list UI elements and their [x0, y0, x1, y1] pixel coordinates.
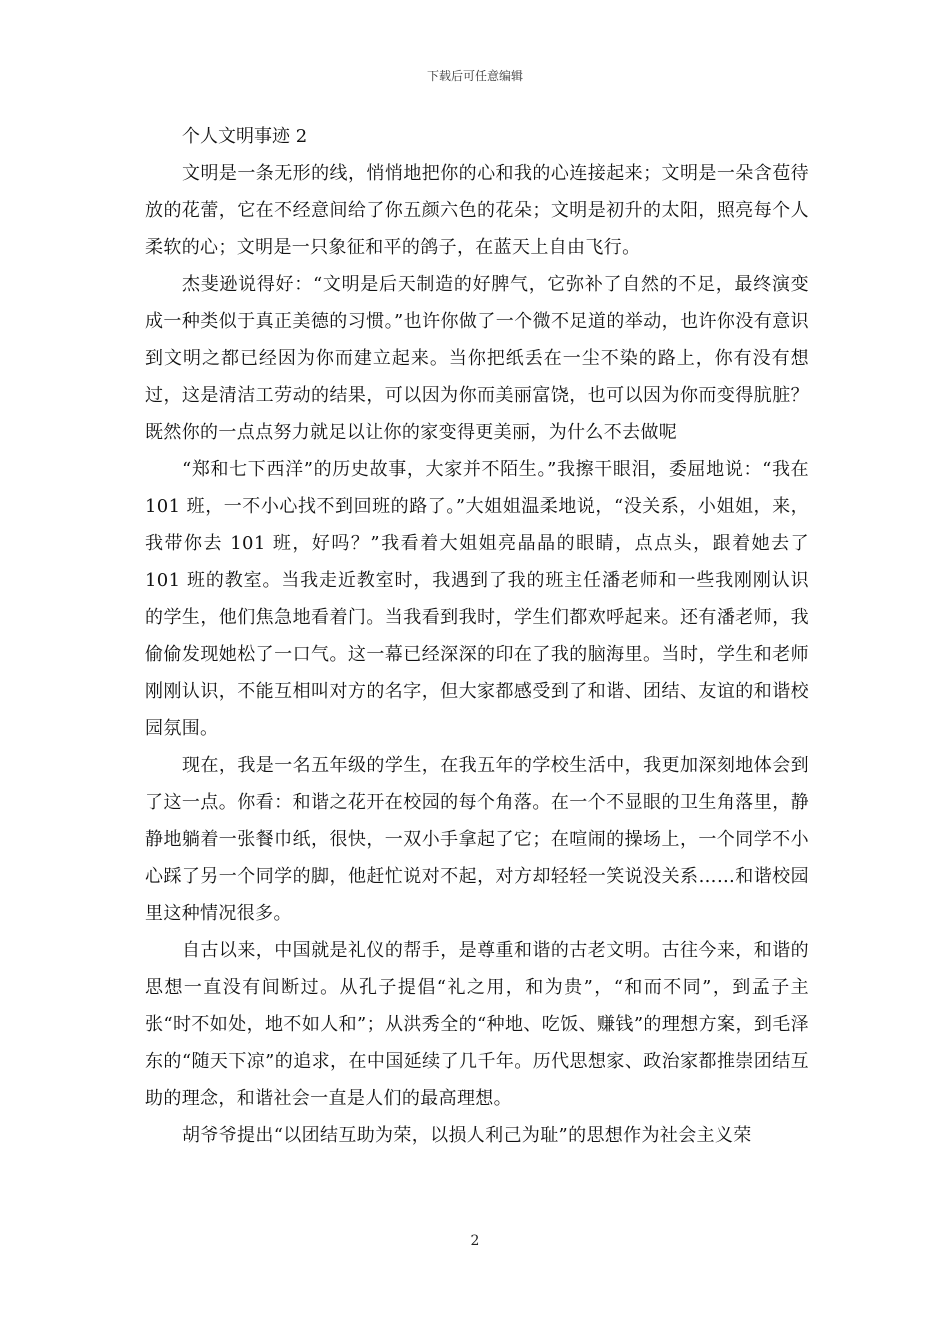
paragraph-fifth-grade: 现在，我是一名五年级的学生，在我五年的学校生活中，我更加深刻地体会到了这一点。你看：和谐之花开在校园的每个角落。在一个不显眼的卫生角落里，静静地躺着一张餐巾纸，很快，一双小手拿起了它；在喧闹的操场上，一个同学不小心踩了另一个同学的脚，他赶忙说对不起，对方却轻轻一笑说没关系……和谐校园里这种情况很多。	[145, 755, 809, 924]
document-body	[145, 118, 809, 1154]
paragraph-class-101-story: “郑和七下西洋”的历史故事，大家并不陌生。”我擦干眼泪，委屈地说：“我在 101 班，一不小心找不到回班的路了。”大姐姐温柔地说，“没关系，小姐姐，来，我带你去 101 班，好吗？”我看着大姐姐亮晶晶的眼睛，点点头，跟着她去了 101 班的教室。当我走近教室时，我遇到了我的班主任潘老师和一些我刚刚认识的学生，他们焦急地看着门。当我看到我时，学生们都欢呼起来。还有潘老师，我偷偷发现她松了一口气。这一幕已经深深的印在了我的脑海里。当时，学生和老师刚刚认识，不能互相叫对方的名字，但大家都感受到了和谐、团结、友谊的和谐校园氛围。	[145, 459, 809, 739]
paragraph-grandpa-hu: 胡爷爷提出“以团结互助为荣，以损人利己为耻”的思想作为社会主义荣	[182, 1125, 752, 1146]
document-title: 个人文明事迹 2	[182, 126, 308, 147]
paragraph-civilization-metaphor: 文明是一条无形的线，悄悄地把你的心和我的心连接起来；文明是一朵含苞待放的花蕾，它在不经意间给了你五颜六色的花朵；文明是初升的太阳，照亮每个人柔软的心；文明是一只象征和平的鸽子，在蓝天上自由飞行。	[145, 163, 809, 258]
page-header: 下载后可任意编辑	[426, 69, 523, 83]
paragraph-jefferson-quote: 杰斐逊说得好：“文明是后天制造的好脾气，它弥补了自然的不足，最终演变成一种类似于真正美德的习惯。”也许你做了一个微不足道的举动，也许你没有意识到文明之都已经因为你而建立起来。当你把纸丢在一尘不染的路上，你有没有想过，这是清洁工劳动的结果，可以因为你而美丽富饶，也可以因为你而变得肮脏？既然你的一点点努力就足以让你的家变得更美丽，为什么不去做呢	[145, 274, 809, 443]
paragraph-chinese-harmony: 自古以来，中国就是礼仪的帮手，是尊重和谐的古老文明。古往今来，和谐的思想一直没有间断过。从孔子提倡“礼之用，和为贵”，“和而不同”，到孟子主张“时不如处，地不如人和”；从洪秀全的“种地、吃饭、赚钱”的理想方案，到毛泽东的“随天下凉”的追求，在中国延续了几千年。历代思想家、政治家都推崇团结互助的理念，和谐社会一直是人们的最高理想。	[145, 940, 809, 1109]
page-number: 2	[470, 1233, 480, 1249]
